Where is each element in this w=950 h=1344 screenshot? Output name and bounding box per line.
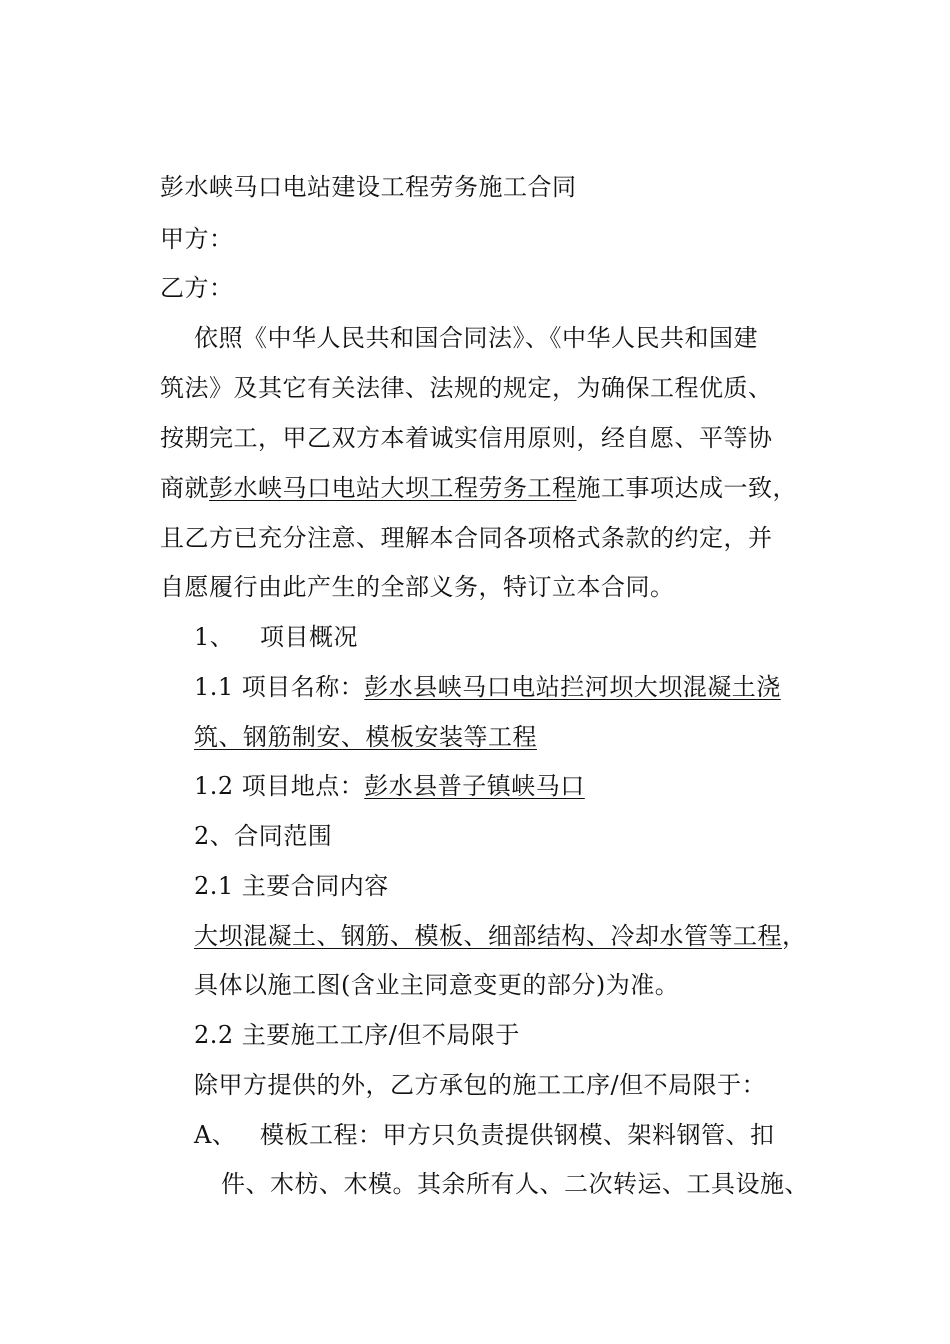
section-1-heading	[194, 621, 358, 653]
section-2-2-heading: 2.2 主要施工工序/但不局限于	[194, 1021, 520, 1049]
party-a-label: 甲方：	[160, 225, 234, 253]
preamble-line: 筑法》及其它有关法律、法规的规定，为确保工程优质、	[160, 374, 773, 402]
item-a-text-cont: 件、木枋、木模。其余所有人、二次转运、工具设施、	[221, 1170, 809, 1198]
project-name-value: 彭水县峡马口电站拦河坝大坝混凝土浇	[364, 673, 781, 701]
preamble-line: 自愿履行由此产生的全部义务，特订立本合同。	[160, 573, 675, 601]
preamble-line: 按期完工，甲乙双方本着诚实信用原则，经自愿、平等协	[160, 424, 773, 452]
section-1-title: 项目概况	[260, 623, 358, 651]
preamble-prefix: 商就	[160, 474, 209, 502]
scope-row	[194, 920, 807, 952]
item-a-text: 模板工程：甲方只负责提供钢模、架料钢管、扣	[260, 1121, 775, 1149]
preamble-line: 依照《中华人民共和国合同法》、《中华人民共和国建	[194, 324, 758, 352]
project-name-value-cont: 筑、钢筋制安、模板安装等工程	[194, 723, 537, 751]
section-2-1-heading: 2.1 主要合同内容	[194, 872, 389, 900]
preamble-suffix: 施工事项达成一致，	[576, 474, 797, 502]
project-location-value: 彭水县普子镇峡马口	[364, 772, 585, 800]
project-name-label: 1.1 项目名称：	[194, 673, 365, 701]
project-name-underlined: 彭水峡马口电站大坝工程劳务工程	[209, 474, 577, 502]
preamble-line: 且乙方已充分注意、理解本合同各项格式条款的约定，并	[160, 524, 773, 552]
scope-note: 具体以施工图(含业主同意变更的部分)为准。	[194, 971, 680, 999]
preamble-line	[160, 472, 797, 504]
project-location-row	[194, 770, 585, 802]
section-1-number: 1、	[194, 623, 235, 651]
project-name-row	[194, 671, 781, 703]
item-a-row	[194, 1119, 775, 1151]
party-b-label: 乙方：	[160, 274, 234, 302]
section-2-heading: 2、合同范围	[194, 822, 333, 850]
scope-suffix: ，	[782, 922, 807, 950]
scope-value: 大坝混凝土、钢筋、模板、细部结构、冷却水管等工程	[194, 922, 782, 950]
project-location-label: 1.2 项目地点：	[194, 772, 365, 800]
process-intro: 除甲方提供的外，乙方承包的施工工序/但不局限于：	[194, 1071, 767, 1099]
item-a-label: A、	[194, 1121, 237, 1149]
document-title: 彭水峡马口电站建设工程劳务施工合同	[160, 173, 577, 201]
